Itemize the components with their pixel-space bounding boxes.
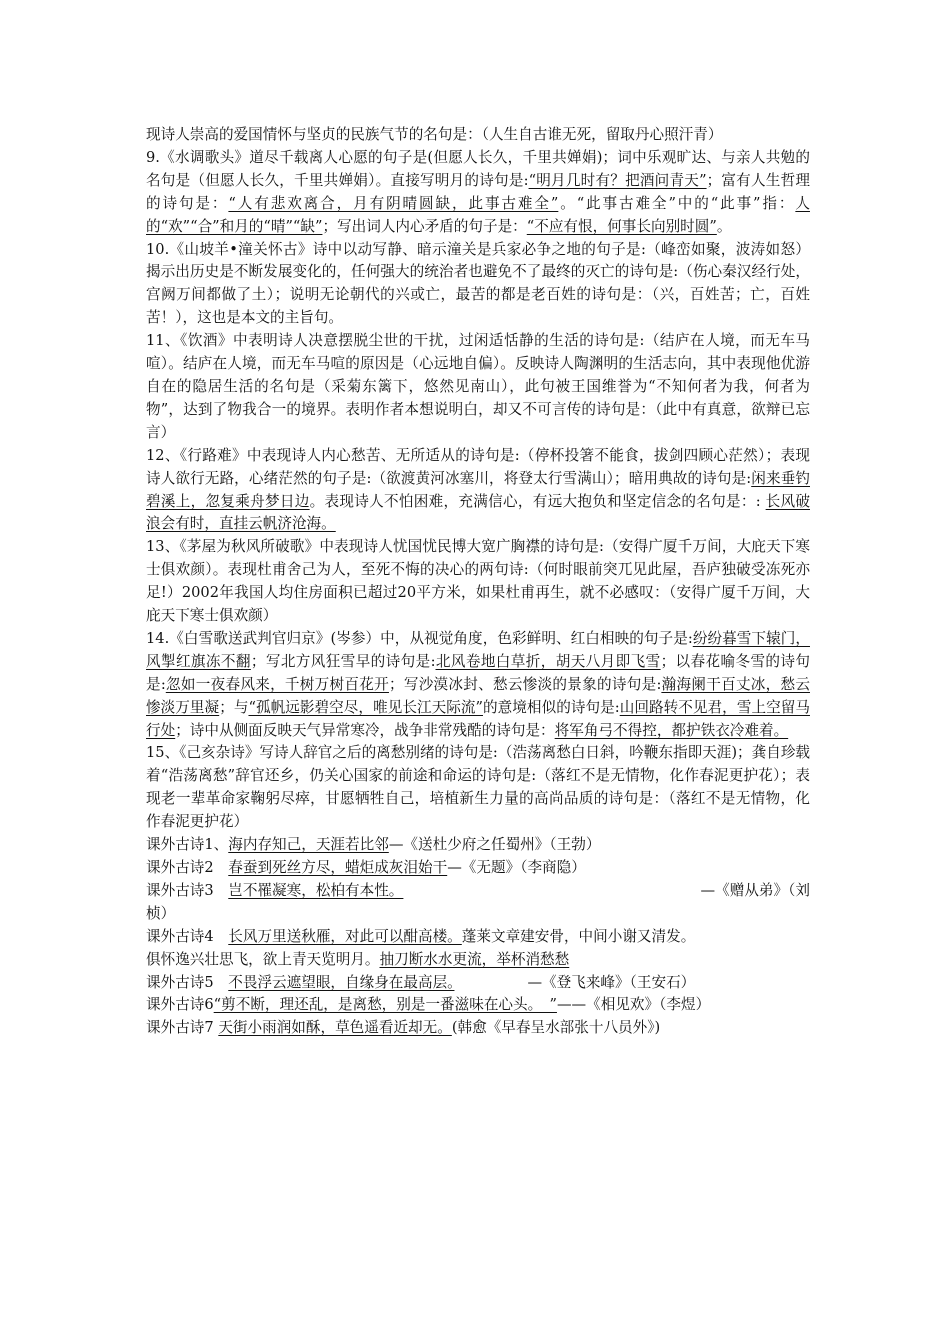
underlined-answer: “剪不断，理还乱，是离愁，别是一番滋味在心头。 ” xyxy=(213,996,557,1014)
question-paragraph xyxy=(146,536,810,628)
underlined-answer: 岂不罹凝寒，松柏有本性。 xyxy=(228,881,404,899)
text-run: (韩愈《早春呈水部张十八员外》) xyxy=(451,1019,661,1037)
text-run: —《登飞来峰》（王安石） xyxy=(454,973,696,991)
text-run: 。“此事古难全”中的“此事”指： xyxy=(558,194,796,212)
extra-poem-label: 课外古诗4 xyxy=(146,927,229,945)
extracurricular-poems xyxy=(146,834,810,1040)
text-run: 10.《山坡羊•潼关怀古》诗中以动写静、暗示潼关是兵家必争之地的句子是:（峰峦如聚，波涛如怒）揭示出历史是不断发展变化的，任何强大的统治者也避免不了最终的灭亡的诗句是:（伤心秦汉经行处，宫阙万间都做了土）；说明无论朝代的兴或亡，最苦的都是老百姓的诗句是：（兴，百姓苦；亡，百姓苦！），这也是本文的主旨句。 xyxy=(146,240,810,327)
underlined-answer: 春蚕到死丝方尽，蜡炬成灰泪始干 xyxy=(228,859,448,876)
underlined-answer: “孤帆远影碧空尽，唯见长江天际流” xyxy=(248,698,483,716)
extra-poem-line xyxy=(146,949,810,972)
text-run: 12、《行路难》中表现诗人内心愁苦、无所适从的诗句是:（停杯投箸不能食，拔剑四顾心茫然）；表现诗人欲行无路，心绪茫然的句子是:（欲渡黄河冰塞川，将登太行雪满山）；暗用典故的诗句是: xyxy=(146,446,810,487)
extra-poem-label: 课外古诗5 xyxy=(146,973,229,991)
text-run: ——《相见欢》（李煜） xyxy=(556,996,711,1014)
text-run: ；写沙漠冰封、愁云惨淡的景象的诗句是: xyxy=(388,675,662,693)
text-run: 9.《水调歌头》道尽千载离人心愿的句子是(但愿人长久，千里共婵娟)；词中乐观旷达、与亲人共勉的名句是（但愿人长久，千里共婵娟）。直接写明月的诗句是: xyxy=(146,148,810,189)
question-paragraph xyxy=(146,124,810,147)
extra-poem-source-cont: 桢） xyxy=(146,904,176,922)
text-run: 13、《茅屋为秋风所破歌》中表现诗人忧国忧民博大宽广胸襟的诗句是:（安得广厦千万间，大庇天下寒士俱欢颜）。表现杜甫舍己为人，至死不悔的决心的两句诗:（何时眼前突兀见此屋，吾庐独破受冻死亦足!）2002年我国人均住房面积已超过20平方米，如果杜甫再生，就不必感叹：（安得广厦千万间，大庇天下寒士俱欢颜） xyxy=(146,538,810,625)
underlined-answer: 山回路转不见君，雪上空留马行处 xyxy=(146,698,810,739)
question-paragraph xyxy=(146,628,810,743)
text-run: ；富有人生哲理的诗句是： xyxy=(146,171,810,212)
text-run: 的意境相似的诗句是: xyxy=(482,698,620,716)
question-paragraph xyxy=(146,742,810,834)
extra-poem-line xyxy=(146,834,810,857)
text-run: 14.《白雪歌送武判官归京》(岑参）中，从视觉角度，色彩鲜明、红白相映的句子是: xyxy=(146,629,693,647)
text-run: 11、《饮酒》中表明诗人决意摆脱尘世的干扰，过闲适恬静的生活的诗句是:（结庐在人境，而无车马喧）。结庐在人境，而无车马喧的原因是（心远地自偏）。反映诗人陶渊明的生活志向，其中表现他优游自在的隐居生活的名句是（采菊东篱下，悠然见南山），此句被王国维誉为“不知何者为我，何者为物”，达到了物我合一的境界。表明作者本想说明白，却又不可言传的诗句是：（此中有真意，欲辩已忘言） xyxy=(146,332,810,441)
text-run: ；诗中从侧面反映天气异常寒冷，战争非常残酷的诗句是： xyxy=(175,721,555,739)
text-run: ；写出词人内心矛盾的句子是： xyxy=(322,217,527,235)
text-run: ；与 xyxy=(219,698,249,716)
extra-poem-label: 课外古诗6 xyxy=(146,996,214,1014)
extra-poem-line xyxy=(146,972,810,995)
extra-poem-line xyxy=(146,880,810,903)
underlined-answer: 忽如一夜春风来，千树万树百花开 xyxy=(165,675,389,693)
extra-poem-label: 课外古诗2 xyxy=(146,859,229,876)
extra-poem-line xyxy=(146,857,810,880)
extra-poem-label: 课外古诗1、 xyxy=(146,836,229,854)
extra-poem-line xyxy=(146,1017,810,1040)
underlined-answer: 长风破浪会有时，直挂云帆济沧海。 xyxy=(146,492,810,533)
underlined-answer: “明月几时有？把酒问青天” xyxy=(528,171,707,189)
text-run: 15、《己亥杂诗》写诗人辞官之后的离愁别绪的诗句是:（浩荡离愁白日斜，吟鞭东指即天涯)；龚自珍载着“浩荡离愁”辞官还乡，仍关心国家的前途和命运的诗句是:（落红不是无情物，化作春泥更护花）；表现老一辈革命家鞠躬尽瘁，甘愿牺牲自己，培植新生力量的高尚品质的诗句是：（落红不是无情物，化作春泥更护花） xyxy=(146,744,811,831)
underlined-answer: 海内存知己，天涯若比邻 xyxy=(228,836,389,854)
underlined-answer: 人的“欢”“合”和月的“晴”“缺” xyxy=(146,194,810,235)
question-paragraph xyxy=(146,147,810,239)
text-run: 。表现诗人不怕困难，充满信心，有远大抱负和坚定信念的名句是：: xyxy=(309,492,766,510)
underlined-answer: 抽刀断水水更流，举杯消愁愁 xyxy=(379,950,570,968)
text-run: —《送杜少府之任蜀州》（王勃） xyxy=(388,836,601,854)
underlined-answer: 北风卷地白草折，胡天八月即飞雪 xyxy=(435,652,661,670)
document-page xyxy=(146,124,810,1040)
underlined-answer: 纷纷暮雪下辕门，风掣红旗冻不翻 xyxy=(146,629,810,670)
underlined-answer: 天街小雨润如酥，草色遥看近却无。 xyxy=(218,1019,452,1037)
text-run: ；以春花喻冬雪的诗句是: xyxy=(146,652,810,693)
extra-poem-line xyxy=(146,926,810,949)
underlined-answer: 闲来垂钓碧溪上，忽复乘舟梦日边 xyxy=(146,469,810,510)
extra-poem-source: —《赠从弟》（刘 xyxy=(700,881,810,899)
question-paragraph xyxy=(146,239,810,331)
underlined-answer: 长风万里送秋雁，对此可以酣高楼。 xyxy=(228,927,462,945)
underlined-answer: 瀚海阑干百丈冰，愁云惨淡万里凝 xyxy=(146,675,810,716)
extra-poem-label: 课外古诗3 xyxy=(146,881,229,899)
question-paragraph xyxy=(146,445,810,537)
text-run: 蓬莱文章建安骨，中间小谢又清发。 xyxy=(461,927,696,945)
text-run: 俱怀逸兴壮思飞，欲上青天览明月。 xyxy=(146,950,380,968)
extra-poem-line xyxy=(146,994,810,1017)
underlined-answer: 将军角弓不得控，都护铁衣冷难着。 xyxy=(554,721,789,739)
underlined-answer: 不畏浮云遮望眼，自缘身在最高层。 xyxy=(228,973,455,991)
poem-notes-body xyxy=(146,124,810,834)
question-paragraph xyxy=(146,330,810,445)
text-run: 。 xyxy=(716,217,732,235)
text-run: ；写北方风狂雪早的诗句是: xyxy=(250,652,436,670)
text-run: —《无题》（李商隐） xyxy=(447,859,586,876)
underlined-answer: “不应有恨，何事长向别时圆” xyxy=(526,217,717,235)
underlined-answer: “人有悲欢离合，月有阴晴圆缺，此事古难全” xyxy=(228,194,559,212)
text-run: 现诗人崇高的爱国情怀与坚贞的民族气节的名句是：（人生自古谁无死，留取丹心照汗青） xyxy=(146,126,723,143)
extra-poem-label: 课外古诗7 xyxy=(146,1019,219,1037)
